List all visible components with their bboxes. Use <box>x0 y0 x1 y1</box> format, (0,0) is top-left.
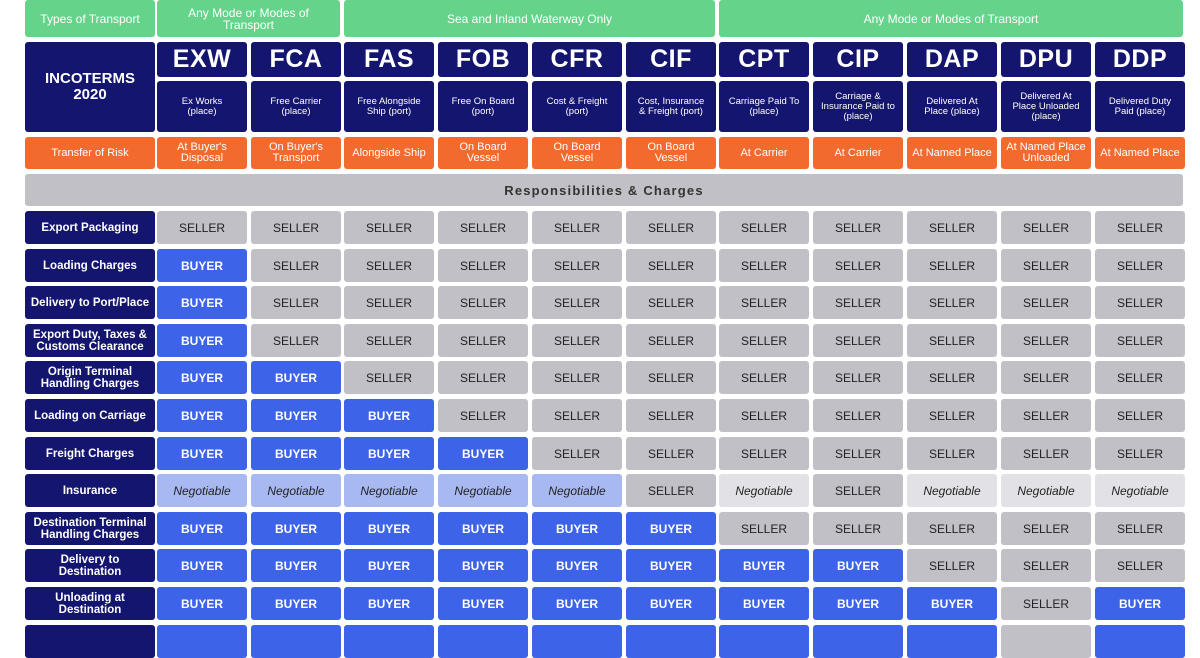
cell-cfr: SELLER <box>532 324 622 357</box>
cell-cip: SELLER <box>813 361 903 394</box>
cell-cfr: BUYER <box>532 549 622 582</box>
cell-fca: BUYER <box>251 512 341 545</box>
term-name-fca: Free Carrier (place) <box>251 81 341 132</box>
transport-group-any-mode-1: Any Mode or Modes of Transport <box>157 0 340 37</box>
cell-cpt: SELLER <box>719 249 809 282</box>
cell-cfr: Negotiable <box>532 474 622 507</box>
types-of-transport-label: Types of Transport <box>25 0 155 37</box>
cell-fca: BUYER <box>251 437 341 470</box>
term-code-cif: CIF <box>626 42 716 77</box>
risk-cfr: On Board Vessel <box>532 137 622 169</box>
cell-exw: SELLER <box>157 211 247 244</box>
cell-fca: BUYER <box>251 399 341 432</box>
cell-dpu: SELLER <box>1001 324 1091 357</box>
cell-exw: BUYER <box>157 437 247 470</box>
risk-exw: At Buyer's Disposal <box>157 137 247 169</box>
cell-fob: SELLER <box>438 286 528 319</box>
cell-fca: Negotiable <box>251 474 341 507</box>
cell-dap: SELLER <box>907 399 997 432</box>
cell-fas: SELLER <box>344 249 434 282</box>
cell-ddp: SELLER <box>1095 437 1185 470</box>
cell-fob: SELLER <box>438 211 528 244</box>
cell-dap: SELLER <box>907 512 997 545</box>
cell-fca: SELLER <box>251 286 341 319</box>
cell-fob: SELLER <box>438 249 528 282</box>
term-code-exw: EXW <box>157 42 247 77</box>
risk-cip: At Carrier <box>813 137 903 169</box>
cell-fob: BUYER <box>438 437 528 470</box>
cell-dap: SELLER <box>907 211 997 244</box>
cell-dap: SELLER <box>907 437 997 470</box>
cell-dap: Negotiable <box>907 474 997 507</box>
cell-cif: SELLER <box>626 211 716 244</box>
cell-ddp: SELLER <box>1095 286 1185 319</box>
cell-cif: SELLER <box>626 324 716 357</box>
cell-ddp: SELLER <box>1095 324 1185 357</box>
cell-cip: SELLER <box>813 324 903 357</box>
cell-dap: SELLER <box>907 249 997 282</box>
cell-fas: SELLER <box>344 361 434 394</box>
cell-cfr: SELLER <box>532 437 622 470</box>
cell-fas: SELLER <box>344 324 434 357</box>
cell-fob: BUYER <box>438 512 528 545</box>
cell-fca: SELLER <box>251 324 341 357</box>
cell-dpu: SELLER <box>1001 437 1091 470</box>
transfer-of-risk-label: Transfer of Risk <box>25 137 155 169</box>
cell-cfr: BUYER <box>532 512 622 545</box>
cell-dpu: SELLER <box>1001 399 1091 432</box>
cell-ddp: SELLER <box>1095 249 1185 282</box>
cell-fca: SELLER <box>251 249 341 282</box>
cell-fas: SELLER <box>344 211 434 244</box>
cell-cif: BUYER <box>626 549 716 582</box>
term-code-dap: DAP <box>907 42 997 77</box>
term-name-cip: Carriage & Insurance Paid to (place) <box>813 81 903 132</box>
term-name-cpt: Carriage Paid To (place) <box>719 81 809 132</box>
row-label: Delivery to Destination <box>25 549 155 582</box>
cell-cip: SELLER <box>813 437 903 470</box>
cell-ddp: SELLER <box>1095 211 1185 244</box>
responsibilities-band: Responsibilities & Charges <box>25 174 1183 206</box>
cell-dap: SELLER <box>907 324 997 357</box>
cell-cif: BUYER <box>626 512 716 545</box>
transport-group-any-mode-2: Any Mode or Modes of Transport <box>719 0 1183 37</box>
cell-cip: SELLER <box>813 211 903 244</box>
cell-fas: SELLER <box>344 286 434 319</box>
cell-dap: SELLER <box>907 361 997 394</box>
cell-cfr: SELLER <box>532 249 622 282</box>
cell-dpu: SELLER <box>1001 249 1091 282</box>
term-name-fob: Free On Board (port) <box>438 81 528 132</box>
cell-cif: SELLER <box>626 437 716 470</box>
cell-cip: SELLER <box>813 399 903 432</box>
term-name-exw: Ex Works (place) <box>157 81 247 132</box>
cell-exw: BUYER <box>157 361 247 394</box>
risk-cif: On Board Vessel <box>626 137 716 169</box>
risk-dap: At Named Place <box>907 137 997 169</box>
cell-cif: BUYER <box>626 587 716 620</box>
cell-cpt: Negotiable <box>719 474 809 507</box>
cell-exw: BUYER <box>157 249 247 282</box>
term-code-cfr: CFR <box>532 42 622 77</box>
risk-cpt: At Carrier <box>719 137 809 169</box>
cell-ddp: SELLER <box>1095 549 1185 582</box>
term-code-fas: FAS <box>344 42 434 77</box>
cell-cif: SELLER <box>626 361 716 394</box>
cell-ddp: SELLER <box>1095 399 1185 432</box>
row-label: Delivery to Port/Place <box>25 286 155 319</box>
incoterms-brand: INCOTERMS 2020 <box>25 42 155 132</box>
cell-cip: SELLER <box>813 286 903 319</box>
cell-cpt: SELLER <box>719 211 809 244</box>
cell-exw: BUYER <box>157 587 247 620</box>
risk-ddp: At Named Place <box>1095 137 1185 169</box>
cell-dpu: SELLER <box>1001 549 1091 582</box>
row-label: Destination Terminal Handling Charges <box>25 512 155 545</box>
cell-cpt: BUYER <box>719 549 809 582</box>
cell-fob: Negotiable <box>438 474 528 507</box>
risk-fas: Alongside Ship <box>344 137 434 169</box>
cell-ddp: Negotiable <box>1095 474 1185 507</box>
cell-cpt: SELLER <box>719 437 809 470</box>
cell-fas: BUYER <box>344 437 434 470</box>
cell-ddp: BUYER <box>1095 587 1185 620</box>
cell-cip: SELLER <box>813 249 903 282</box>
cell-cif: SELLER <box>626 399 716 432</box>
cell-fas: BUYER <box>344 549 434 582</box>
cell-cfr: SELLER <box>532 211 622 244</box>
cell-fas: BUYER <box>344 399 434 432</box>
cell-cif: SELLER <box>626 474 716 507</box>
row-label: Insurance <box>25 474 155 507</box>
term-code-fob: FOB <box>438 42 528 77</box>
cell-cpt: SELLER <box>719 512 809 545</box>
term-code-dpu: DPU <box>1001 42 1091 77</box>
row-label: Unloading at Destination <box>25 587 155 620</box>
cell-fca: BUYER <box>251 549 341 582</box>
cell-fas: BUYER <box>344 587 434 620</box>
cell-dpu: SELLER <box>1001 512 1091 545</box>
cell-exw: Negotiable <box>157 474 247 507</box>
term-code-fca: FCA <box>251 42 341 77</box>
row-label: Freight Charges <box>25 437 155 470</box>
term-name-dpu: Delivered At Place Unloaded (place) <box>1001 81 1091 132</box>
term-code-cip: CIP <box>813 42 903 77</box>
cell-dpu: SELLER <box>1001 361 1091 394</box>
cell-fob: SELLER <box>438 399 528 432</box>
cell-dap: SELLER <box>907 286 997 319</box>
cell-cpt: SELLER <box>719 399 809 432</box>
term-name-ddp: Delivered Duty Paid (place) <box>1095 81 1185 132</box>
cell-fob: SELLER <box>438 324 528 357</box>
cell-exw: BUYER <box>157 512 247 545</box>
cell-cpt: SELLER <box>719 361 809 394</box>
cell-cfr: SELLER <box>532 286 622 319</box>
cell-fas: Negotiable <box>344 474 434 507</box>
cell-fob: SELLER <box>438 361 528 394</box>
row-label: Origin Terminal Handling Charges <box>25 361 155 394</box>
row-label: Export Packaging <box>25 211 155 244</box>
term-code-cpt: CPT <box>719 42 809 77</box>
risk-dpu: At Named Place Unloaded <box>1001 137 1091 169</box>
cell-fob: BUYER <box>438 587 528 620</box>
cell-fca: SELLER <box>251 211 341 244</box>
cell-dap: SELLER <box>907 549 997 582</box>
cell-cip: SELLER <box>813 512 903 545</box>
term-code-ddp: DDP <box>1095 42 1185 77</box>
cell-cfr: BUYER <box>532 587 622 620</box>
row-label: Loading on Carriage <box>25 399 155 432</box>
cell-dpu: SELLER <box>1001 211 1091 244</box>
term-name-cif: Cost, Insurance & Freight (port) <box>626 81 716 132</box>
cell-dpu: SELLER <box>1001 286 1091 319</box>
row-label: Loading Charges <box>25 249 155 282</box>
term-name-dap: Delivered At Place (place) <box>907 81 997 132</box>
cell-fca: BUYER <box>251 361 341 394</box>
cell-fca: BUYER <box>251 587 341 620</box>
cell-fob: BUYER <box>438 549 528 582</box>
cell-dap: BUYER <box>907 587 997 620</box>
cell-cip: SELLER <box>813 474 903 507</box>
risk-fca: On Buyer's Transport <box>251 137 341 169</box>
transport-group-sea: Sea and Inland Waterway Only <box>344 0 715 37</box>
risk-fob: On Board Vessel <box>438 137 528 169</box>
cell-cpt: SELLER <box>719 286 809 319</box>
cell-cfr: SELLER <box>532 361 622 394</box>
cell-cfr: SELLER <box>532 399 622 432</box>
term-name-cfr: Cost & Freight (port) <box>532 81 622 132</box>
cell-cif: SELLER <box>626 249 716 282</box>
cell-ddp: SELLER <box>1095 361 1185 394</box>
cell-fas: BUYER <box>344 512 434 545</box>
cell-exw: BUYER <box>157 286 247 319</box>
cell-dpu: SELLER <box>1001 587 1091 620</box>
cell-cpt: BUYER <box>719 587 809 620</box>
cell-cip: BUYER <box>813 587 903 620</box>
cell-exw: BUYER <box>157 549 247 582</box>
cell-cpt: SELLER <box>719 324 809 357</box>
cell-ddp: SELLER <box>1095 512 1185 545</box>
cell-dpu: Negotiable <box>1001 474 1091 507</box>
cell-exw: BUYER <box>157 324 247 357</box>
row-label: Export Duty, Taxes & Customs Clearance <box>25 324 155 357</box>
cell-cip: BUYER <box>813 549 903 582</box>
cell-cif: SELLER <box>626 286 716 319</box>
cell-exw: BUYER <box>157 399 247 432</box>
term-name-fas: Free Alongside Ship (port) <box>344 81 434 132</box>
